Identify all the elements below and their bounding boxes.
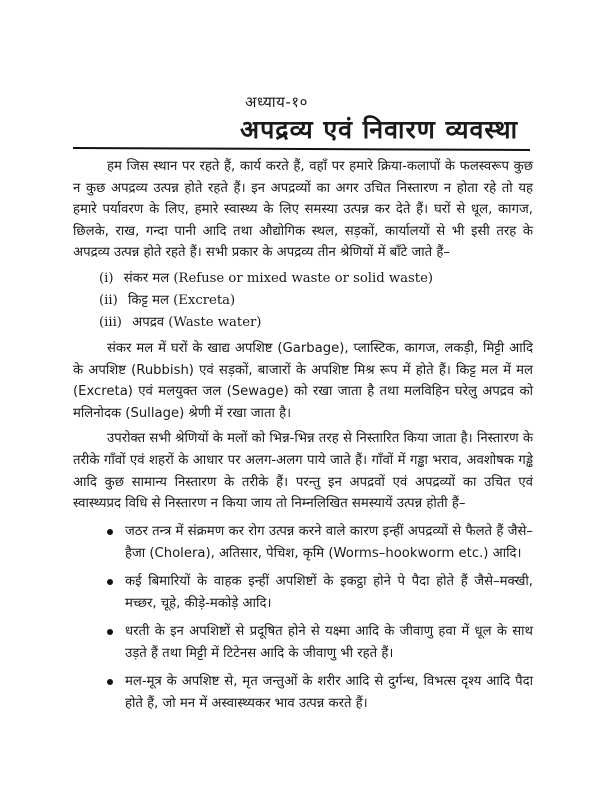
category-item [99,268,533,290]
chapter-number: अध्याय-१० [245,93,308,111]
problems-list [73,521,533,715]
category-english: (Refuse or mixed waste or solid waste) [173,270,434,286]
problem-item [107,671,533,715]
intro-paragraph: हम जिस स्थान पर रहते हैं, कार्य करते हैं, वहाँ पर हमारे क्रिया-कलापों के फलस्वरूप कुछ न कुछ अपद्रव्य उत्पन्न होते रहते हैं। इन अपद्रव्यों का अगर उचित निस्तारण न होता रहे तो यह हमारे पर्यावरण के लिए, हमारे स्वास्थ्य के लिए समस्या उत्पन्न कर देते हैं। घरों से धूल, कागज, छिलके, राख, गन्दा पानी आदि तथा औद्योगिक स्थल, सड़कों, कार्यालयों से भी इसी तरह के अपद्रव्य उत्पन्न होते रहते हैं। सभी प्रकार के अपद्रव्य तीन श्रेणियों में बाँटे जाते हैं– [73,159,533,261]
title-divider [73,147,530,151]
category-item [99,290,533,312]
category-english: (Waste water) [168,314,262,330]
category-english: (Excreta) [173,292,236,308]
problem-text: धरती के इन अपशिष्टों से प्रदूषित होने से यक्ष्मा आदि के जीवाणु हवा में धूल के साथ उड़ते हैं तथा मिट्टी में टिटेनस आदि के जीवाणु भी रहते हैं। [125,623,533,661]
category-item [99,312,533,334]
problem-text: जठर तन्त्र में संक्रमण कर रोग उत्पन्न करने वाले कारण इन्हीं अपद्रव्यों से फैलते हैं जैसे–हैजा (Cholera), अतिसार, पेचिश, कृमि (Worms–hookworm etc.) आदि। [125,523,533,561]
problem-item [107,571,533,615]
problem-text: मल-मूत्र के अपशिष्ट से, मृत जन्तुओं के शरीर आदि से दुर्गन्ध, विभत्स दृश्य आदि पैदा होते हैं, जो मन में अस्वास्थ्यकर भाव उत्पन्न करते हैं। [125,673,533,711]
category-hindi: अपद्रव [132,314,165,330]
bullet-icon [107,629,113,635]
problem-text: कई बिमारियों के वाहक इन्हीं अपशिष्टों के इकट्ठा होने पे पैदा होते हैं जैसे–मक्खी, मच्छर, चूहे, कीड़े-मकोड़े आदि। [125,573,533,611]
problem-item [107,521,533,565]
category-number: (ii) [99,292,118,308]
chapter-title: अपद्रव्य एवं निवारण व्यवस्था [240,115,519,144]
categories-paragraph: संकर मल में घरों के खाद्य अपशिष्ट (Garbage), प्लास्टिक, कागज, लकड़ी, मिट्टी आदि के अपशिष्ट (Rubbish) एवं सड़कों, बाजारों के अपशिष्ट मिश्र रूप में होते हैं। किट्ट मल में मल (Excreta) एवं मलयुक्त जल (Sewage) को रखा जाता है तथा मलविहिन घरेलु अपद्रव को मलिनोदक (Sullage) श्रेणी में रखा जाता है। [73,340,533,421]
bullet-icon [107,579,113,585]
disposal-paragraph: उपरोक्त सभी श्रेणियों के मलों को भिन्न-भिन्न तरह से निस्तारित किया जाता है। निस्तारण के तरीके गाँवों एवं शहरों के आधार पर अलग-अलग पाये जाते हैं। गाँवों में गड्ढा भराव, अवशोषक गड्ढे आदि कुछ सामान्य निस्तारण के तरीके हैं। परन्तु इन अपद्रवों एवं अपद्रव्यों का उचित एवं स्वास्थ्यप्रद विधि से निस्तारण न किया जाय तो निम्नलिखित समस्यायें उत्पन्न होती हैं– [73,431,533,512]
category-number: (i) [99,270,114,286]
problem-item [107,621,533,665]
bullet-icon [107,529,113,535]
category-hindi: किट्ट मल [127,292,169,308]
category-number: (iii) [99,314,122,330]
page-body [73,156,533,721]
category-hindi: संकर मल [123,270,170,286]
bullet-icon [107,679,113,685]
waste-categories-list [73,268,533,334]
